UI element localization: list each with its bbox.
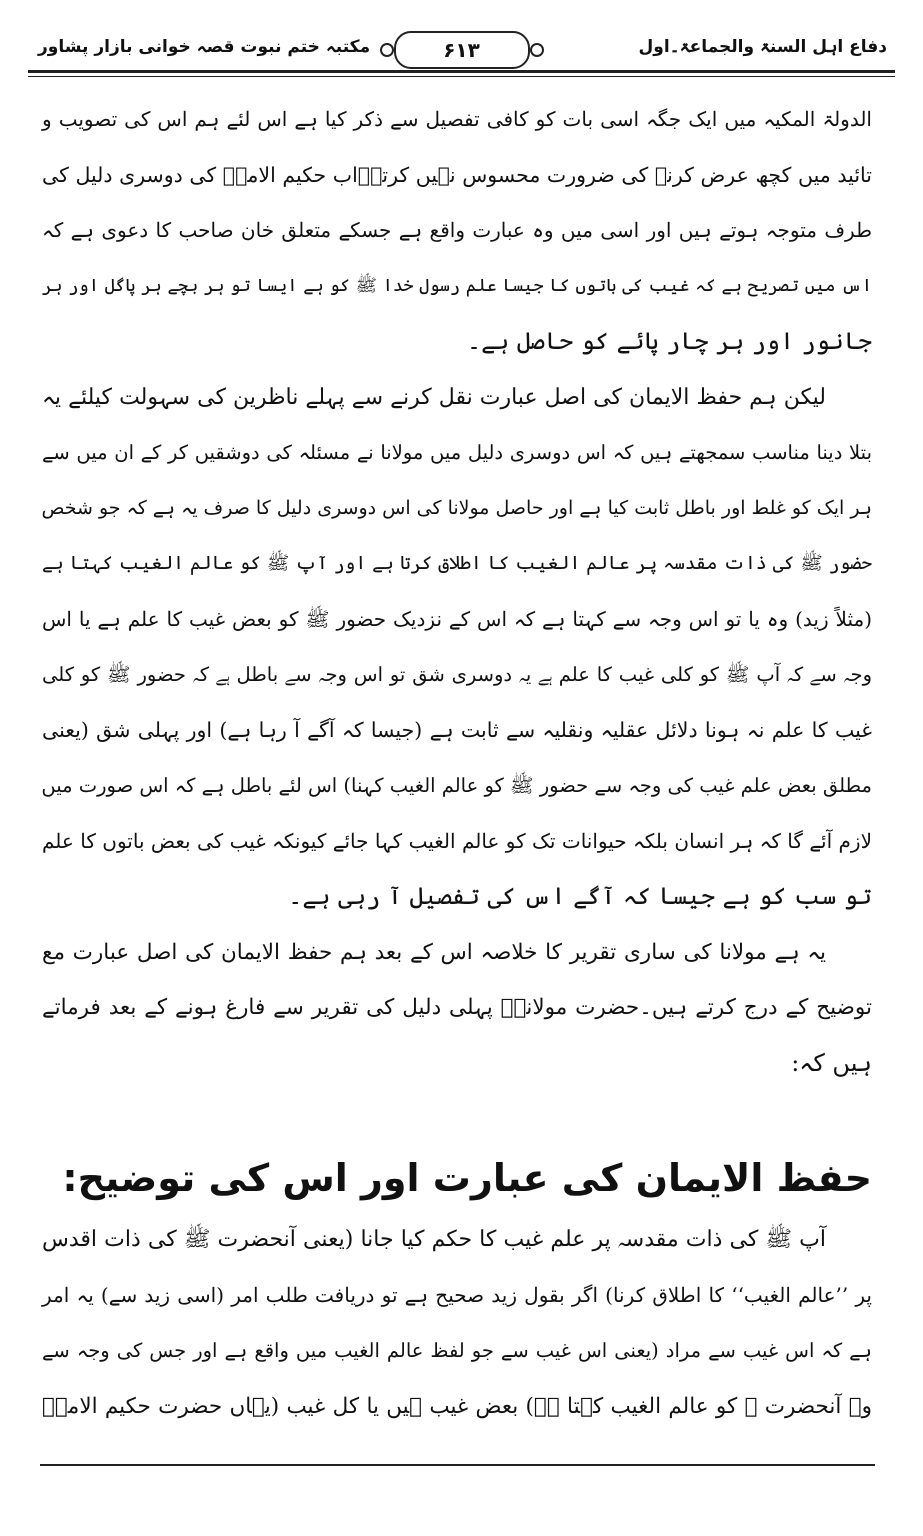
text-line: غیب کا علم نہ ہونا دلائل عقلیہ ونقلیہ سے ثابت ہے (جیسا کہ آگے آ رہا ہے) اور پہلی شق (یعنی <box>42 717 872 742</box>
header-divider-thin <box>28 76 895 77</box>
text-line: ہے کہ اس غیب سے مراد (یعنی اس غیب سے جو لفظ عالم الغیب میں واقع ہے اور جس کی وجہ سے <box>42 1339 872 1362</box>
text-line: وجہ سے کہ آپ ﷺ کو کلی غیب کا علم ہے یہ دوسری شق تو اس وجہ سے باطل ہے کہ حضور ﷺ کو کلی <box>42 663 872 686</box>
footer-divider <box>40 1464 875 1466</box>
text-line: توضیح کے درج کرتے ہیں۔حضرت مولاناؒ پہلی دلیل کی تقریر سے فارغ ہونے کے بعد فرماتے <box>42 995 872 1020</box>
text-line: یہ ہے مولانا کی ساری تقریر کا خلاصہ اس کے بعد ہم حفظ الایمان کی اصل عبارت مع <box>42 939 826 965</box>
page-header <box>28 30 895 80</box>
text-line: اس میں تصریح ہے کہ غیب کی باتوں کا جیسا علم رسول خدا ﷺ کو ہے ایسا تو ہر بچے ہر پاگل اور ہر <box>42 275 872 296</box>
text-line: طرف متوجہ ہوتے ہیں اور اسی میں وہ عبارت واقع ہے جسکے متعلق خان صاحب کا دعوی ہے کہ <box>42 218 872 242</box>
header-divider <box>28 70 895 73</box>
text-line: جانور اور ہر چار پائے کو حاصل ہے۔ <box>467 327 872 355</box>
section-heading: حفظ الایمان کی عبارت اور اس کی توضیح: <box>62 1156 872 1200</box>
text-line: الدولۃ المکیہ میں ایک جگہ اسی بات کو کافی تفصیل سے ذکر کیا ہے اس لئے ہم اس کی تصویب و <box>42 107 872 131</box>
text-line: پر ’’عالم الغیب‘‘ کا اطلاق کرنا) اگر بقول زید صحیح ہے تو دریافت طلب امر (اسی زید سے) یہ امر <box>42 1282 872 1307</box>
text-line: وہ آنحضرت ﷺ کو عالم الغیب کہتا ہے) بعض غیب ہیں یا کل غیب (یہاں حضرت حکیم الامتؒ <box>42 1393 872 1419</box>
text-line: (مثلاً زید) وہ یا تو اس وجہ سے کہتا ہے کہ اس کے نزدیک حضور ﷺ کو بعض غیب کا علم ہے یا اس <box>42 606 872 631</box>
text-line: تو سب کو ہے جیسا کہ آگے اس کی تفصیل آ رہی ہے۔ <box>288 882 872 910</box>
text-line: لیکن ہم حفظ الایمان کی اصل عبارت نقل کرنے سے پہلے ناظرین کی سہولت کیلئے یہ <box>42 384 826 410</box>
book-title: دفاع اہل السنۃ والجماعۃ۔اول <box>638 37 887 57</box>
text-line: حضور ﷺ کی ذات مقدسہ پر عالم الغیب کا اطلاق کرتا ہے اور آپ ﷺ کو عالم الغیب کہتا ہے <box>42 553 872 574</box>
text-line: تائید میں کچھ عرض کرنے کی ضرورت محسوس نہیں کرتے۔اب حکیم الامتؒ کی دوسری دلیل کی <box>42 162 872 187</box>
body-text-continued <box>42 1212 872 1434</box>
page-number-badge: ۶۱۳ <box>394 31 530 69</box>
text-line: ہیں کہ: <box>791 1048 872 1077</box>
text-line: آپ ﷺ کی ذات مقدسہ پر علم غیب کا حکم کیا جانا (یعنی آنحضرت ﷺ کی ذات اقدس <box>42 1227 826 1252</box>
text-line: مطلق بعض علم غیب کی وجہ سے حضور ﷺ کو عالم الغیب کہنا) اس لئے باطل ہے کہ اس صورت میں <box>41 774 872 797</box>
publisher-name: مکتبہ ختم نبوت قصہ خوانی بازار پشاور <box>38 37 371 57</box>
text-line: ہر ایک کو غلط اور باطل ثابت کیا ہے اور حاصل مولانا کی اس دوسری دلیل کا صرف یہ ہے کہ جو شخص <box>41 496 872 519</box>
text-line: لازم آئے گا کہ ہر انسان بلکہ حیوانات تک کو عالم الغیب کہا جائے کیونکہ غیب کی بعض باتوں کا علم <box>42 828 872 853</box>
body-text <box>42 92 872 1091</box>
text-line: بتلا دینا مناسب سمجھتے ہیں کہ اس دوسری دلیل میں مولانا نے مسئلہ کی دوشقیں کر کے ان میں سے <box>42 441 872 464</box>
